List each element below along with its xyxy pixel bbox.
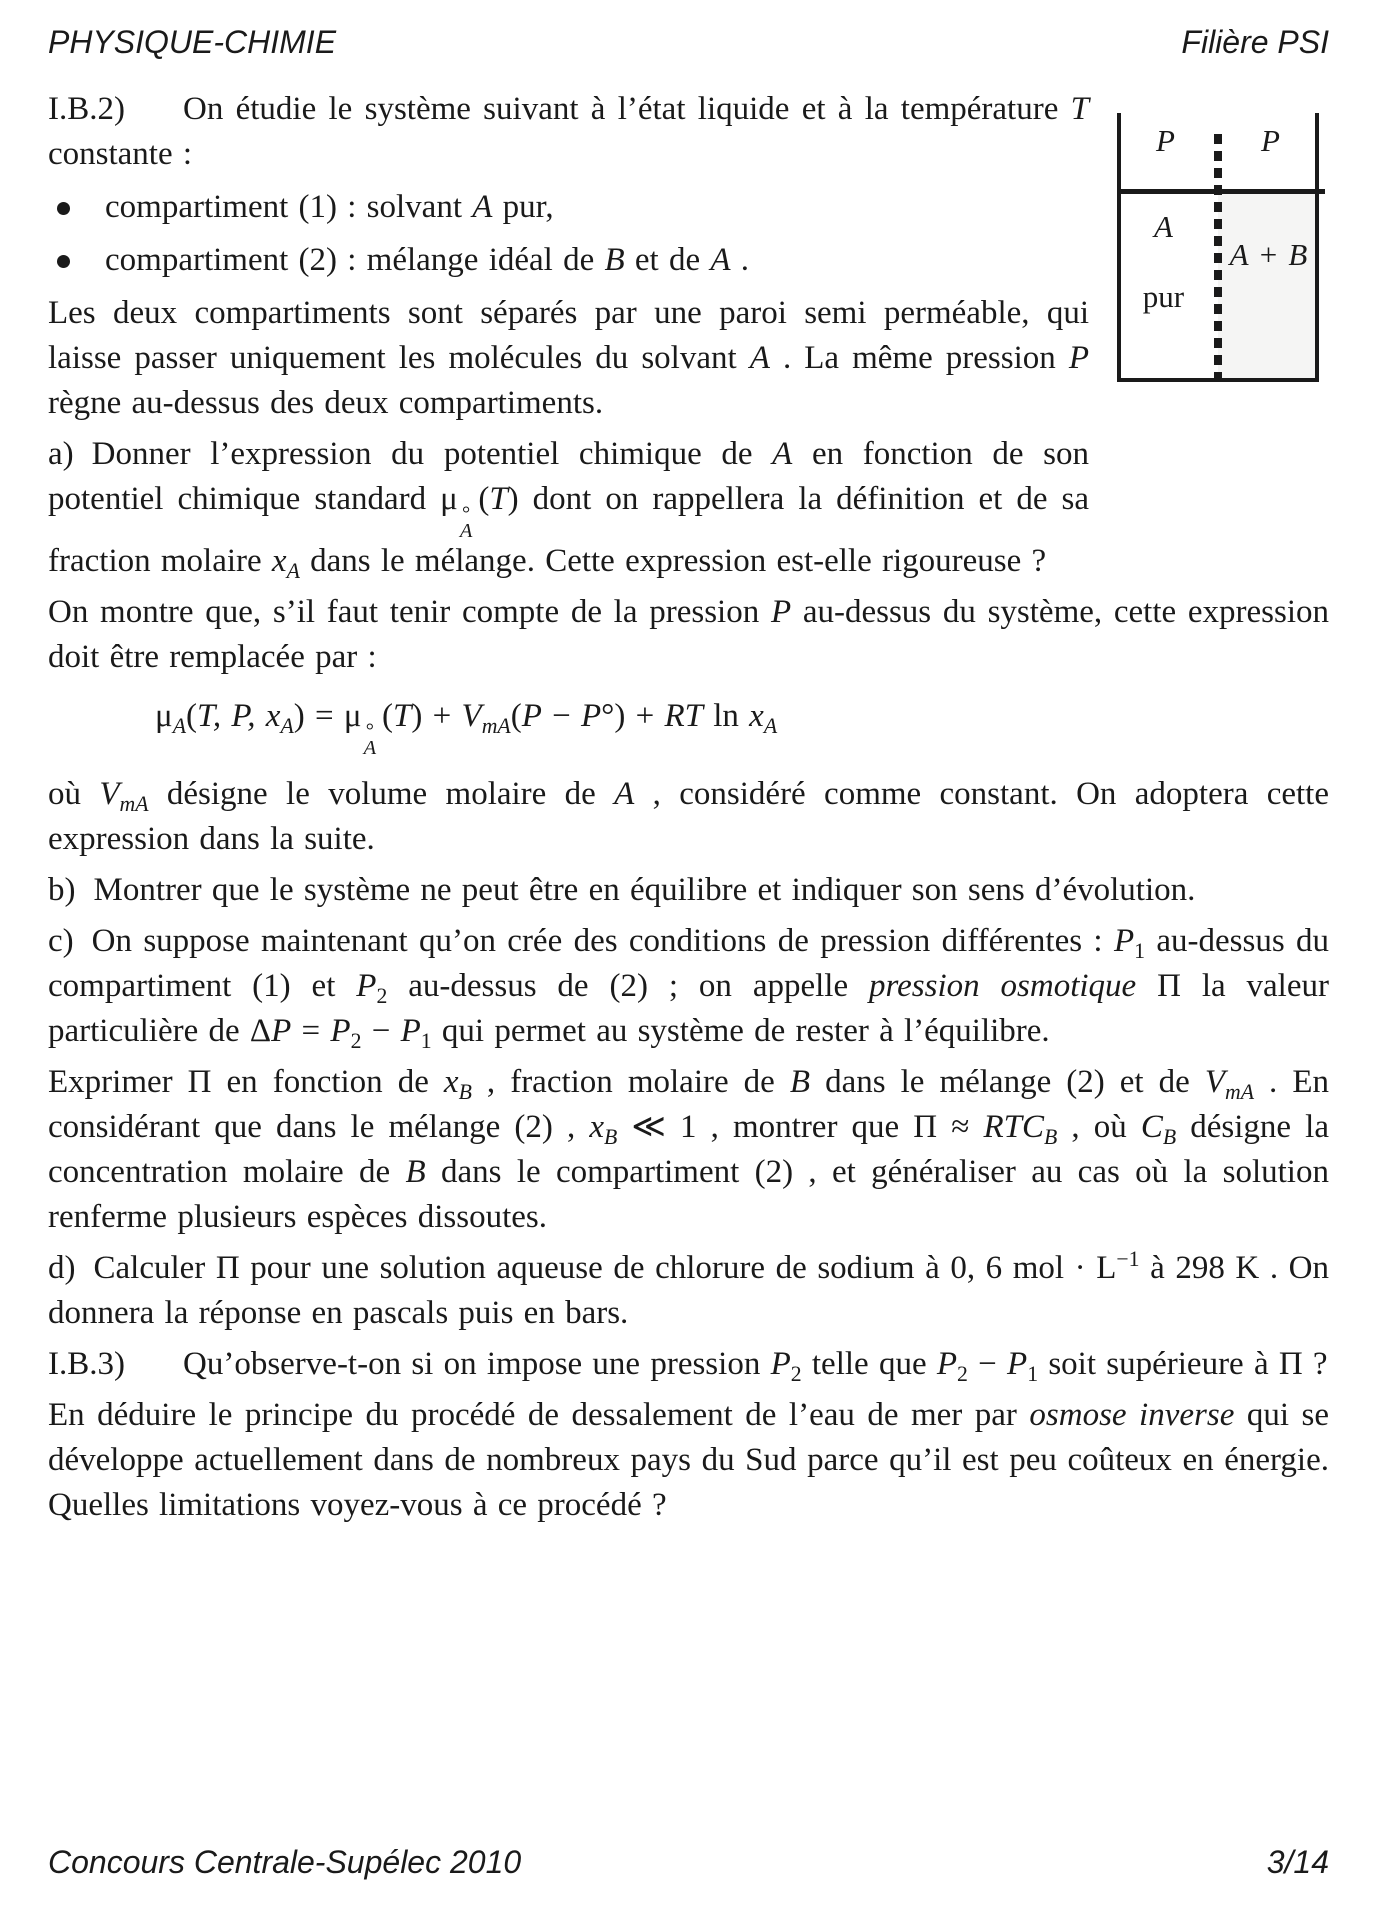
item-b-label: b) bbox=[48, 871, 76, 908]
item-c-label: c) bbox=[48, 922, 74, 959]
para-volume-molaire-text: où $V_{mA}$ désigne le volume molaire de A , considéré comme constant. On adoptera cette expression dans la suite. bbox=[48, 775, 1329, 857]
para-on-montre-text: On montre que, s’il faut tenir compte de la pression P au-dessus du système, cette expression doit être remplacée par : bbox=[48, 593, 1329, 675]
list-item-text: compartiment (1) : solvant A pur, bbox=[105, 189, 554, 225]
formula-text: $\mu_A(T$, P, $x_A) = \mu$ ° A $(T) + V_{mA}(P - P^\circ)$ + RT $\ln x_A$ bbox=[155, 697, 778, 759]
item-d-label: d) bbox=[48, 1249, 76, 1286]
item-a-label: a) bbox=[48, 436, 74, 472]
para-volume-molaire bbox=[48, 772, 1329, 862]
list-item-compartment-2 bbox=[48, 238, 1329, 283]
item-b bbox=[48, 868, 1329, 913]
header-filiere: Filière PSI bbox=[1181, 24, 1329, 60]
footer-page-number: 3/14 bbox=[1266, 1844, 1329, 1880]
solvent-label-pur: pur bbox=[1142, 279, 1185, 314]
header-subject-title: PHYSIQUE-CHIMIE bbox=[48, 24, 337, 60]
document-body bbox=[48, 87, 1329, 1528]
item-c bbox=[48, 919, 1329, 1054]
item-d bbox=[48, 1246, 1329, 1336]
pressure-label-right: P bbox=[1261, 123, 1280, 158]
section-ib2-intro-text: On étudie le système suivant à l’état liquide et à la température T constante : bbox=[48, 91, 1089, 172]
section-ib3-number: I.B.3) bbox=[48, 1345, 125, 1382]
mixture-label: A + B bbox=[1229, 237, 1308, 272]
solvent-label-a: A bbox=[1153, 209, 1173, 244]
para-separation-text: Les deux compartiments sont séparés par une paroi semi perméable, qui laisse passer uniquement les molécules du solvant A . La même pression P règne au-dessus des deux compartiments. bbox=[48, 295, 1089, 421]
pressure-label-left: P bbox=[1156, 123, 1175, 158]
section-ib3-text: Qu’observe-t-on si on impose une pression $P_2$ telle que $P_2 - P_1$ soit supérieure à Π ? bbox=[183, 1345, 1328, 1386]
item-a-text: Donner l’expression du potentiel chimique de A en fonction de son potentiel chimique standard μ ° A (T) dont on rappellera la définition et de sa fraction molaire $x_A$ dans le mélange. Cette expression est-elle rigoureuse ? bbox=[48, 436, 1089, 583]
footer-exam-name: Concours Centrale-Supélec 2010 bbox=[48, 1844, 522, 1880]
para-exprimer-text: Exprimer Π en fonction de $x_B$ , fraction molaire de B dans le mélange (2) et de $V_{mA}$ . En considérant que dans le mélange (2) , $x_B$ ≪ 1 , montrer que $\Pi \approx RTC_B$ , où $C_B$ désigne la concentration molaire de B dans le compartiment (2) , et généraliser au cas où la solution renferme plusieurs espèces dissoutes. bbox=[48, 1063, 1330, 1235]
page-header bbox=[48, 24, 1329, 61]
item-d-text: Calculer Π pour une solution aqueuse de chlorure de sodium à 0, 6 mol · $L^{-1}$ à 298 K . On donnera la réponse en pascals puis en bars. bbox=[48, 1246, 1330, 1331]
page-footer bbox=[48, 1844, 1329, 1881]
para-exprimer bbox=[48, 1060, 1329, 1240]
section-ib2-number: I.B.2) bbox=[48, 91, 125, 127]
para-en-deduire-text: En déduire le principe du procédé de dessalement de l’eau de mer par osmose inverse qui se développe actuellement dans de nombreux pays du Sud parce qu’il est peu coûteux en énergie. Quelles limitations voyez-vous à ce procédé ? bbox=[48, 1396, 1329, 1523]
item-b-text: Montrer que le système ne peut être en équilibre et indiquer son sens d’évolution. bbox=[93, 871, 1196, 908]
para-on-montre bbox=[48, 590, 1329, 680]
osmosis-vessel-figure bbox=[1089, 87, 1329, 483]
para-en-deduire bbox=[48, 1393, 1329, 1528]
formula-chemical-potential bbox=[155, 694, 1329, 759]
list-item-compartment-1 bbox=[48, 185, 1329, 230]
section-ib2 bbox=[48, 87, 1329, 426]
section-ib3 bbox=[48, 1342, 1329, 1387]
item-c-text: On suppose maintenant qu’on crée des conditions de pression différentes : $P_1$ au-dessus du compartiment (1) et $P_2$ au-dessus de (2) ; on appelle pression osmotique Π la valeur particulière de $\Delta P = P_2 - P_1$ qui permet au système de rester à l’équilibre. bbox=[48, 922, 1330, 1053]
list-item-text: compartiment (2) : mélange idéal de B et de A . bbox=[105, 242, 750, 278]
